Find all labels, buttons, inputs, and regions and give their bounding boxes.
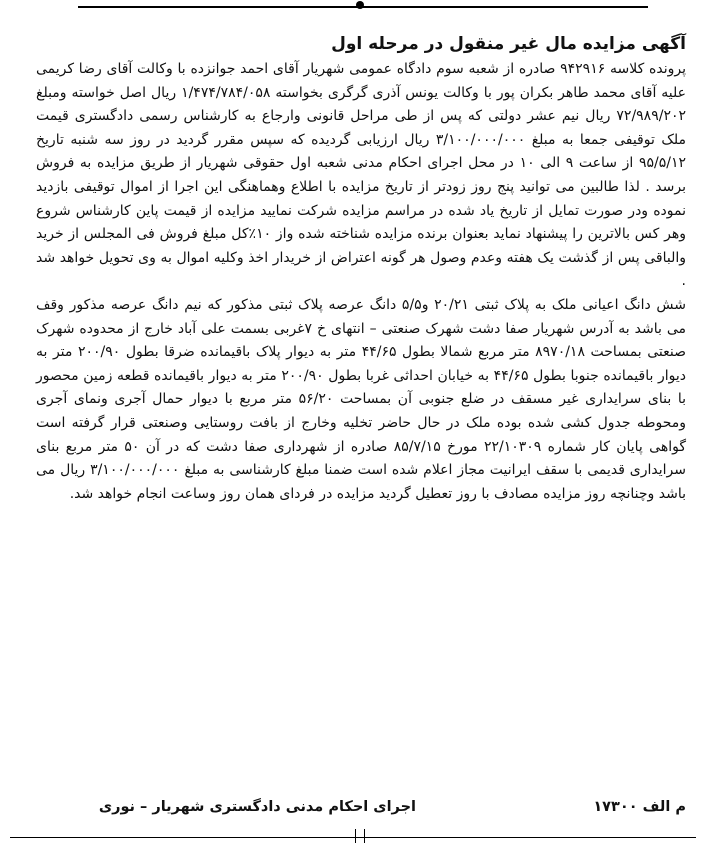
notice-issuer: اجرای احکام مدنی دادگستری شهریار – نوری bbox=[98, 799, 416, 815]
notice-title: آگهی مزایده مال غیر منقول در مرحله اول bbox=[331, 34, 686, 54]
notice-paragraph-case: پرونده کلاسه ۹۴۲۹۱۶ صادره از شعبه سوم دادگاه عمومی شهریار آقای احمد جوانزده با وکالت آقای رضا کریمی علیه آقای محمد طاهر بکران پور با وکالت یونس آذری گرگری بخواسته ۱/۴۷۴/۷۸۴/۰۵۸ ریال اصل خواسته ومبلغ ۷۲/۹۸۹/۲۰۲ ریال نیم عشر دولتی که پس از طی مراحل قانونی وارجاع به کارشناس رسمی دادگستری قیمت ملک توقیفی جمعا به مبلغ ۳/۱۰۰/۰۰۰/۰۰۰ ریال ارزیابی گردیده که سپس مقرر گردید در روز سه شنبه تاریخ ۹۵/۵/۱۲ از ساعت ۹ الی ۱۰ در محل اجرای احکام مدنی شعبه اول حقوقی شهریار از طریق مزایده به فروش برسد . لذا طالبین می توانید پنج روز زودتر از تاریخ مزایده با اطلاع وهماهنگی این اجرا از اموال توقیفی بازدید نموده ودر صورت تمایل از تاریخ یاد شده در مراسم مزایده شرکت نمایید مزایده از قیمت پاین کارشناس شروع وهر کس بالاترین را پیشنهاد نماید بعنوان برنده مزایده شناخته شده واز ۱۰٪کل مبلغ فروش فی المجلس از خرید والباقی پس از گذشت یک هفته وعدم وصول هر گونه اعتراض از خریدار اخذ وکلیه اموال به وی تحویل خواهد شد . bbox=[36, 61, 686, 290]
notice-code: م الف ۱۷۳۰۰ bbox=[593, 799, 686, 815]
top-divider-dot bbox=[356, 1, 364, 9]
bottom-divider-mark bbox=[355, 829, 365, 843]
notice-paragraph-property: شش دانگ اعیانی ملک به پلاک ثبتی ۲۰/۲۱ و۵/۵ دانگ عرصه پلاک ثبتی مذکور که نیم دانگ عرصه مذکور وقف می باشد به آدرس شهریار صفا دشت شهرک صنعتی – انتهای خ ۷غربی بسمت علی آباد خارج از محدوده شهرک صنعتی بمساحت ۸۹۷۰/۱۸ متر مربع شمالا بطول ۴۴/۶۵ متر به دیوار پلاک باقیمانده ضرقا بطول ۲۰۰/۹۰ متر به دیوار باقیمانده جنوبا بطول ۴۴/۶۵ به خیابان احداثی غربا بطول ۲۰۰/۹۰ متر به دیوار باقیمانده قطعه زمین محصور با بنای سرایداری غیر مسقف در ضلع جنوبی آن بمساحت ۵۶/۲۰ متر مربع با دیوار حمال آجری ونمای آجری ومحوطه جدول کشی شده بوده ملک در حال حاضر تخلیه وخارج از بافت روستایی وصنعتی قرار گرفته است گواهی پایان کار شماره ۲۲/۱۰۳۰۹ مورخ ۸۵/۷/۱۵ صادره از شهرداری صفا دشت که در آن ۵۰ متر مربع بنای سرایداری قدیمی با سقف ایرانیت مجاز اعلام شده است ضمنا مبلغ کارشناسی به مبلغ ۳/۱۰۰/۰۰۰/۰۰۰ ریال می باشد وچنانچه روز مزایده مصادف با روز تعطیل گردید مزایده در فردای همان روز وساعت انجام خواهد شد. bbox=[36, 296, 687, 502]
auction-notice bbox=[36, 32, 686, 506]
notice-footer bbox=[36, 796, 686, 818]
bottom-divider bbox=[10, 837, 696, 838]
